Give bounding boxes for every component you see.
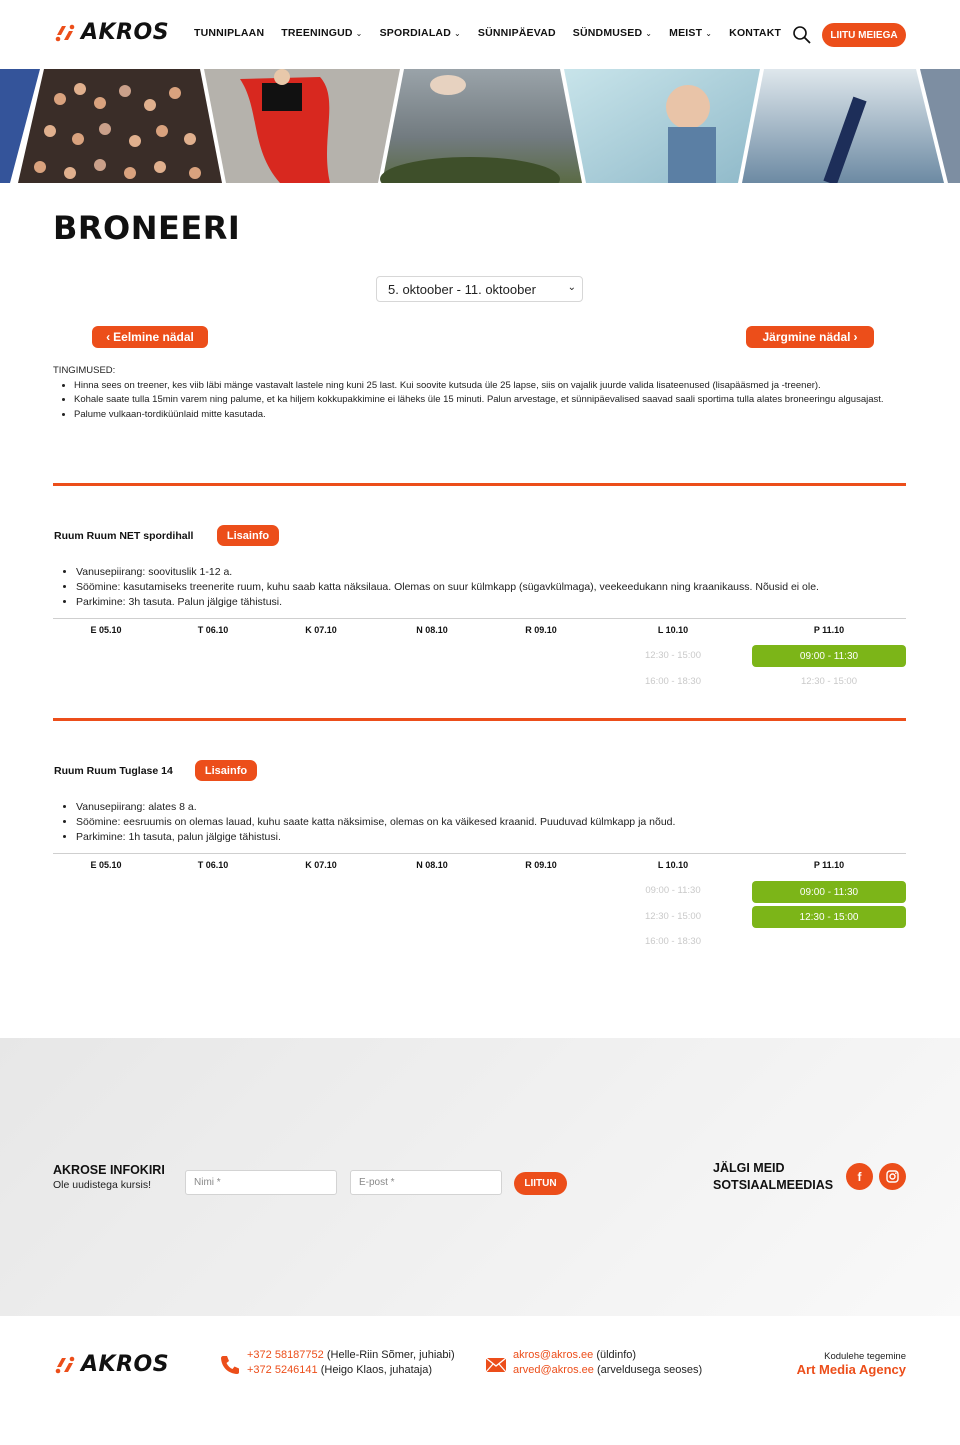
logo[interactable] (53, 20, 169, 45)
chevron-down-icon: ⌄ (645, 28, 653, 38)
chevron-down-icon: ⌄ (355, 28, 363, 38)
social-title: JÄLGI MEID SOTSIAALMEEDIAS (713, 1161, 834, 1192)
day-header: K 07.10 (305, 860, 337, 870)
day-header: L 10.10 (657, 860, 689, 870)
slot-unavailable: 16:00 - 18:30 (645, 936, 701, 947)
room-info-item: • Vanusepiirang: soovituslik 1-12 a. (76, 565, 914, 580)
slot-unavailable: 09:00 - 11:30 (645, 885, 701, 896)
slot-available[interactable]: 12:30 - 15:00 (752, 906, 906, 928)
site-header (0, 0, 960, 70)
terms-heading: TINGIMUSED: (53, 365, 116, 376)
nav-item-meist[interactable]: MEIST ⌄ (669, 27, 713, 39)
nav-item-sunnipaevad[interactable]: SÜNNIPÄEVAD (477, 27, 556, 39)
phone-line (247, 1348, 455, 1363)
slot-unavailable: 12:30 - 15:00 (645, 650, 701, 661)
room-info-item: • Parkimine: 1h tasuta, palun jälgige tähistusi. (76, 830, 914, 845)
terms-item: • Palume vulkaan-tordiküünlaid mitte kasutada. (74, 408, 913, 423)
room-info-item: • Parkimine: 3h tasuta. Palun jälgige tähistusi. (76, 595, 914, 610)
nav-item-sundmused[interactable]: SÜNDMUSED ⌄ (572, 27, 653, 39)
slot-unavailable: 16:00 - 18:30 (645, 676, 701, 687)
email-note: (üldinfo) (596, 1349, 637, 1361)
day-header: P 11.10 (813, 860, 845, 870)
slot-available[interactable]: 09:00 - 11:30 (752, 645, 906, 667)
newsletter-email-input[interactable] (350, 1170, 502, 1195)
newsletter-title: AKROSE INFOKIRI (53, 1163, 165, 1177)
akros-logo-icon (53, 21, 77, 45)
day-header: K 07.10 (305, 625, 337, 635)
terms-section (53, 364, 913, 422)
room-info-item: • Vanusepiirang: alates 8 a. (76, 800, 914, 815)
phone-note: (Heigo Klaos, juhataja) (320, 1364, 433, 1376)
schedule-divider (53, 618, 906, 619)
day-header: E 05.10 (90, 625, 122, 635)
room-title: Ruum Ruum NET spordihall (54, 530, 194, 542)
nav-item-kontakt[interactable]: KONTAKT (729, 27, 782, 39)
email-line (513, 1363, 702, 1378)
day-header: P 11.10 (813, 625, 845, 635)
room-info-button[interactable]: Lisainfo (195, 760, 257, 781)
phone-link[interactable]: +372 5246141 (247, 1364, 318, 1376)
email-line (513, 1348, 702, 1363)
room-info (54, 565, 914, 610)
email-placeholder: E-post * (359, 1177, 395, 1188)
prev-week-button[interactable]: ‹ Eelmine nädal (92, 326, 208, 348)
footer-logo-text: AKROS (81, 1352, 170, 1377)
footer-phones (247, 1348, 455, 1378)
slot-available[interactable]: 09:00 - 11:30 (752, 881, 906, 903)
chevron-down-icon: ⌄ (454, 28, 461, 38)
day-header: E 05.10 (90, 860, 122, 870)
day-header: R 09.10 (525, 860, 557, 870)
credit-text: Kodulehe tegemine (824, 1351, 906, 1362)
slot-unavailable: 12:30 - 15:00 (801, 676, 857, 687)
nav-item-spordialad[interactable]: SPORDIALAD ⌄ (379, 27, 461, 39)
phone-note: (Helle-Riin Sõmer, juhiabi) (326, 1349, 455, 1361)
terms-item: • Hinna sees on treener, kes viib läbi mänge vastavalt lastele ning kuni 25 last. Kui soovite kutsuda üle 25 lapse, siis on vajalik juurde valida lisateenused (lisapääsmed ja -treener). (74, 379, 913, 394)
join-button[interactable]: LIITU MEIEGA (822, 23, 906, 47)
chevron-left-icon: ‹ (106, 330, 111, 344)
day-header: T 06.10 (197, 625, 229, 635)
week-select[interactable] (376, 276, 583, 302)
chevron-down-icon: ⌄ (567, 282, 576, 293)
instagram-icon[interactable] (879, 1163, 906, 1190)
phone-icon (219, 1354, 241, 1376)
footer-emails (513, 1348, 702, 1378)
week-select-value: 5. oktoober - 11. oktoober (388, 281, 536, 297)
nav-item-tunniplaan[interactable]: TUNNIPLAAN (194, 27, 265, 39)
room-info-item: • Söömine: kasutamiseks treenerite ruum, kuhu saab katta näksilaua. Olemas on suur külmkapp (sügavkülmaga), veekeedukann ning kraanikauss. Nõusid ei ole. (76, 580, 914, 595)
name-placeholder: Nimi * (194, 1177, 221, 1188)
instagram-glyph (886, 1170, 899, 1183)
room-info (54, 800, 914, 845)
schedule-divider (53, 853, 906, 854)
day-header: R 09.10 (525, 625, 557, 635)
credit-link[interactable]: Art Media Agency (796, 1362, 906, 1377)
newsletter-name-input[interactable] (185, 1170, 337, 1195)
footer-credit (760, 1351, 906, 1377)
slot-unavailable: 12:30 - 15:00 (645, 911, 701, 922)
room-info-button[interactable]: Lisainfo (217, 525, 279, 546)
main-nav (194, 27, 781, 39)
footer-logo[interactable] (53, 1352, 169, 1377)
newsletter-submit-button[interactable]: LIITUN (514, 1172, 567, 1195)
mail-icon (485, 1357, 507, 1373)
site-footer (0, 1316, 960, 1445)
email-note: (arveldusega seoses) (596, 1364, 703, 1376)
email-link[interactable]: arved@akros.ee (513, 1364, 594, 1376)
logo-text: AKROS (81, 20, 170, 45)
hero-banner (0, 69, 960, 183)
room-title: Ruum Ruum Tuglase 14 (54, 765, 173, 777)
terms-item: • Kohale saate tulla 15min varem ning palume, et ka hiljem kokkupakkimine ei läheks üle 15 minuti. Palun arvestage, et sünnipäevalised saavad saali sportima tulla alates broneeringu algusajast. (74, 393, 913, 408)
day-header: L 10.10 (657, 625, 689, 635)
page-title: BRONEERI (53, 209, 241, 247)
phone-link[interactable]: +372 58187752 (247, 1349, 324, 1361)
phone-line (247, 1363, 455, 1378)
banner-photo-5 (564, 69, 760, 183)
section-divider (53, 483, 906, 486)
akros-logo-icon (53, 1353, 77, 1377)
chevron-right-icon: › (853, 330, 858, 344)
day-header: T 06.10 (197, 860, 229, 870)
next-week-button[interactable]: Järgmine nädal › (746, 326, 874, 348)
email-link[interactable]: akros@akros.ee (513, 1349, 594, 1361)
chevron-down-icon: ⌄ (705, 28, 713, 38)
newsletter-subtitle: Ole uudistega kursis! (53, 1179, 152, 1191)
facebook-icon[interactable]: f (846, 1163, 873, 1190)
room-info-item: • Söömine: eesruumis on olemas lauad, kuhu saate katta näksimise, olemas on ka väikesed kraanid. Puuduvad külmkapp ja nõud. (76, 815, 914, 830)
nav-item-treeningud[interactable]: TREENINGUD ⌄ (281, 27, 363, 39)
search-icon[interactable] (792, 25, 812, 45)
day-header: N 08.10 (416, 625, 448, 635)
section-divider (53, 718, 906, 721)
day-header: N 08.10 (416, 860, 448, 870)
